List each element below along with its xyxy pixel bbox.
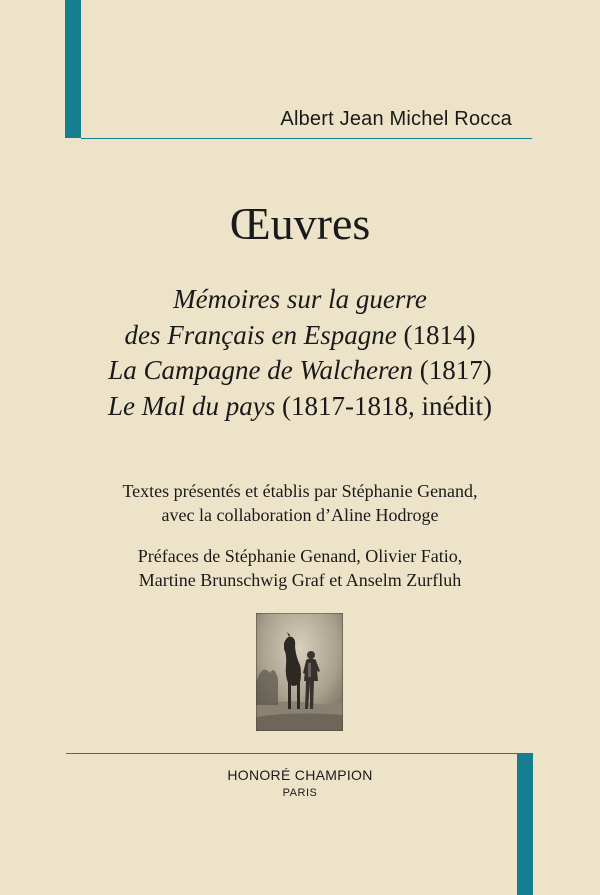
accent-rule-bottom [66, 753, 517, 754]
publisher-city: PARIS [282, 787, 318, 799]
accent-rule-top [81, 138, 532, 139]
credit-line: Textes présentés et établis par Stéphanie Genand, [122, 481, 478, 501]
credit-line: Préfaces de Stéphanie Genand, Olivier Fatio, [137, 546, 463, 566]
author-name: Albert Jean Michel Rocca [280, 108, 512, 130]
preface-credits [0, 544, 600, 592]
work-line: La Campagne de Walcheren (1817) [108, 355, 492, 385]
book-title: Œuvres [229, 198, 371, 249]
portrait-illustration [256, 613, 343, 731]
credit-line: avec la collaboration d’Aline Hodroge [161, 505, 439, 525]
publisher-name: HONORÉ CHAMPION [227, 767, 373, 783]
editor-credits [0, 479, 600, 527]
portrait-engraving [256, 613, 343, 731]
works-list [0, 282, 600, 424]
accent-bar-top [65, 0, 81, 138]
work-line: Le Mal du pays (1817-1818, inédit) [108, 390, 492, 421]
work-line: Mémoires sur la guerre [173, 284, 427, 314]
credit-line: Martine Brunschwig Graf et Anselm Zurfluh [138, 570, 462, 590]
work-line: des Français en Espagne (1814) [124, 319, 476, 350]
